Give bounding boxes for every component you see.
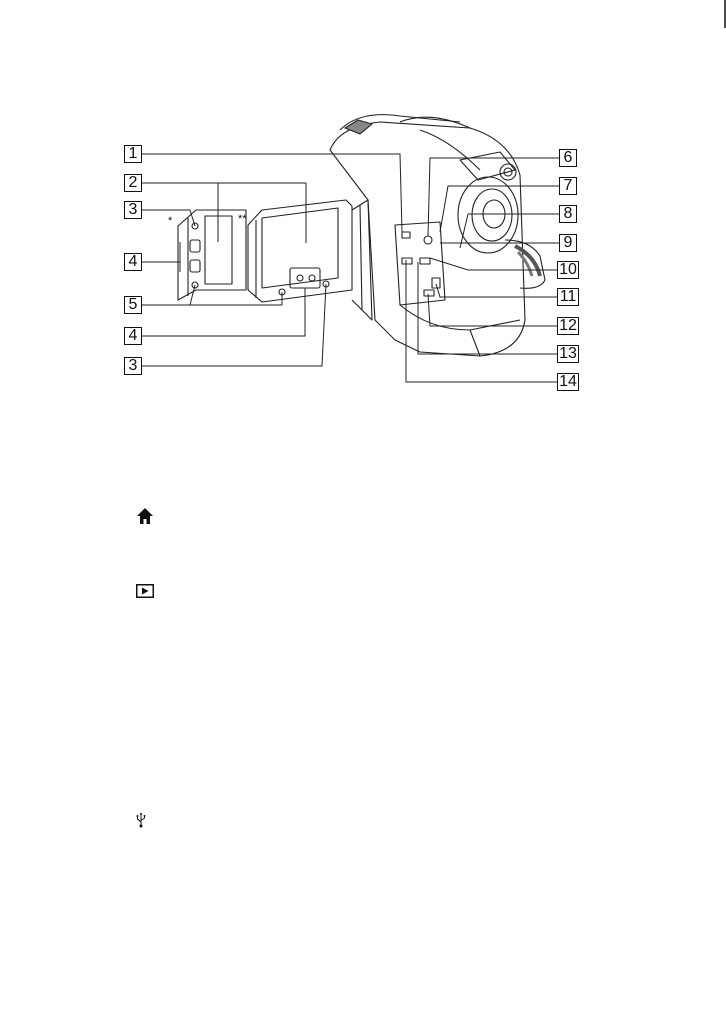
callout-6: 6	[559, 149, 577, 167]
camcorder-parts-diagram	[0, 0, 726, 420]
callout-10: 10	[557, 261, 579, 279]
callout-13: 13	[557, 345, 579, 363]
callout-14: 14	[557, 373, 579, 391]
callout-2: 2	[124, 174, 142, 192]
callout-8: 8	[559, 205, 577, 223]
home-icon	[136, 507, 154, 525]
callout-12: 12	[557, 317, 579, 335]
usb-icon	[136, 812, 146, 828]
callout-11: 11	[557, 288, 579, 306]
play-icon	[136, 584, 154, 598]
note-mark-double: **	[238, 213, 247, 225]
camcorder-illustration	[0, 0, 726, 420]
callout-4: 4	[124, 253, 142, 271]
callout-5: 5	[124, 296, 142, 314]
note-mark-single: *	[168, 215, 173, 227]
callout-7: 7	[559, 177, 577, 195]
callout-9: 9	[559, 234, 577, 252]
callout-4-lcd: 4	[124, 327, 142, 345]
callout-3-lcd: 3	[124, 357, 142, 375]
callout-1: 1	[124, 145, 142, 163]
callout-3: 3	[124, 201, 142, 219]
